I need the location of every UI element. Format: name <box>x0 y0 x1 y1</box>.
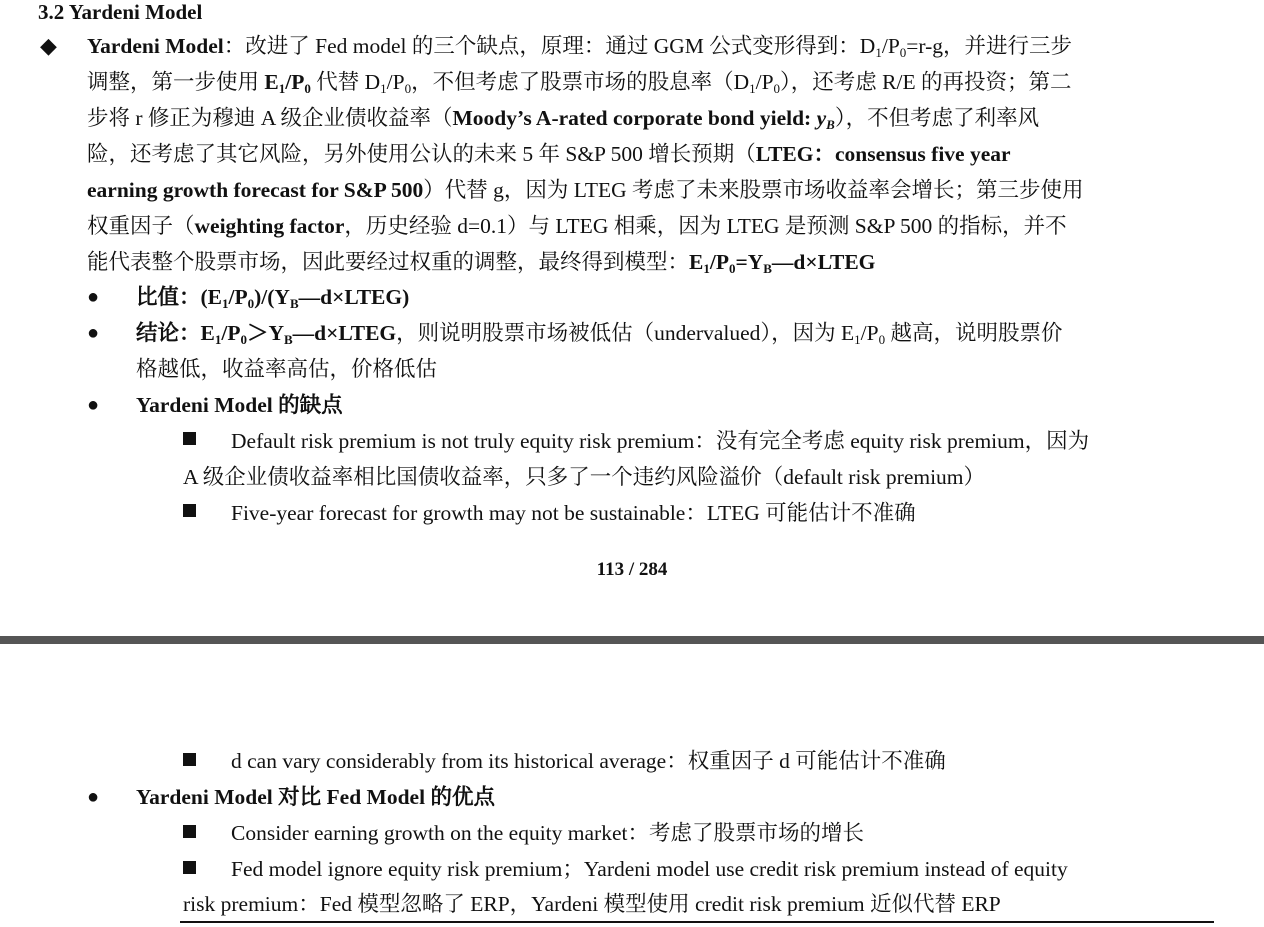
square-bullet-icon <box>183 753 196 766</box>
diamond-bullet-icon: ◆ <box>40 33 57 58</box>
yardeni-para-line-2: 调整，第一步使用 $E_1/P_0$ 代替 $D_1/P_0$，不但考虑了股票市场的股息率$(D_1/P_0)$，还考虑 R/E 的再投资；第二 <box>87 70 1072 96</box>
advantage-1: Consider earning growth on the equity market：考虑了股票市场的增长 <box>231 821 864 845</box>
drawback-1-line-2: A 级企业债收益率相比国债收益率，只多了一个违约风险溢价（default risk premium） <box>183 465 986 489</box>
page-separator <box>0 636 1264 644</box>
drawback-1-line-1: Default risk premium is not truly equity risk premium：没有完全考虑 equity risk premium，因为 <box>231 429 1090 453</box>
yardeni-para-line-3: 步将 r 修正为穆迪 A 级企业债收益率（Moody’s A-rated corporate bond yield: $y_B$），不但考虑了利率风 <box>87 106 1040 132</box>
square-bullet-icon <box>183 432 196 445</box>
advantage-2-line-1: Fed model ignore equity risk premium；Yardeni model use credit risk premium instead of equity <box>231 857 1068 881</box>
square-bullet-icon <box>183 825 196 838</box>
yardeni-para-line-6: 权重因子（weighting factor，历史经验 d=0.1）与 LTEG 相乘，因为 LTEG 是预测 S&P 500 的指标，并不 <box>87 214 1067 238</box>
yardeni-para-line-1: Yardeni Model：改进了 Fed model 的三个缺点，原理：通过 GGM 公式变形得到：$D_1/P_0=r-g$，并进行三步 <box>87 34 1073 60</box>
yardeni-para-line-7: 能代表整个股票市场，因此要经过权重的调整，最终得到模型：$E_1/P_0=Y_B—d\times LTEG$ <box>87 250 876 276</box>
conclusion-line-1: 结论：$E_1/P_0>Y_B—d\times LTEG$，则说明股票市场被低估（undervalued），因为 $E_1/P_0$ 越高，说明股票价 <box>136 321 1063 347</box>
square-bullet-icon <box>183 861 196 874</box>
ratio-line: 比值：$(E_1/P_0)/(Y_B—d\times LTEG)$ <box>136 285 410 311</box>
advantage-2-line-2: risk premium：Fed 模型忽略了 ERP，Yardeni 模型使用 credit risk premium 近似代替 ERP <box>183 892 1001 916</box>
circle-bullet-icon: ● <box>87 322 100 344</box>
circle-bullet-icon: ● <box>87 786 100 808</box>
conclusion-line-2: 格越低，收益率高估，价格低估 <box>136 357 438 381</box>
yardeni-para-line-4: 险，还考虑了其它风险，另外使用公认的未来 5 年 S&P 500 增长预期（LTEG：consensus five year <box>87 142 1011 166</box>
page-number: 113 / 284 <box>596 559 668 580</box>
drawback-3: d can vary considerably from its historical average：权重因子 d 可能估计不准确 <box>231 749 946 773</box>
yardeni-para-line-5: earning growth forecast for S&P 500）代替 g，因为 LTEG 考虑了未来股票市场收益率会增长；第三步使用 <box>87 178 1084 202</box>
square-bullet-icon <box>183 504 196 517</box>
bottom-rule <box>180 921 1214 923</box>
drawback-2: Five-year forecast for growth may not be sustainable：LTEG 可能估计不准确 <box>231 501 916 525</box>
circle-bullet-icon: ● <box>87 286 100 308</box>
circle-bullet-icon: ● <box>87 394 100 416</box>
drawbacks-title: Yardeni Model 的缺点 <box>136 393 343 417</box>
section-heading: 3.2 Yardeni Model <box>38 0 203 24</box>
advantages-title: Yardeni Model 对比 Fed Model 的优点 <box>136 785 495 809</box>
